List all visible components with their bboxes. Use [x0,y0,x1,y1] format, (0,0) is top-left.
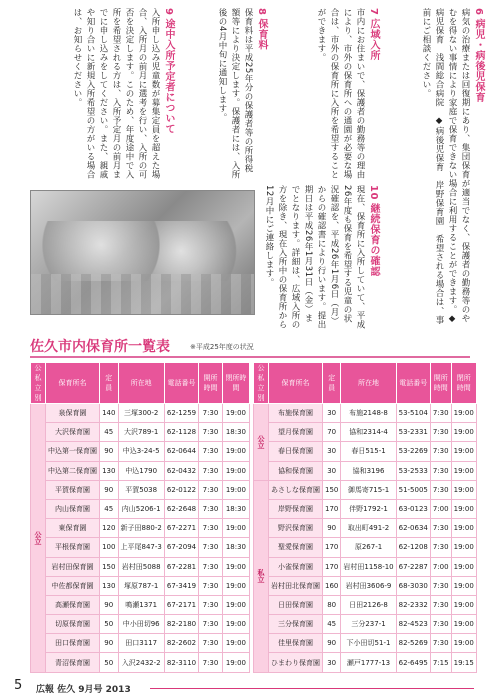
table-cell: 原267-1 [341,538,396,557]
table-cell: 7:30 [199,404,223,423]
table-cell: 協和2314-4 [341,423,396,442]
table-cell: 三塚300-2 [118,404,164,423]
table-cell: 7:30 [199,634,223,653]
table-cell: 中込1790 [118,461,164,480]
table-cell: 7:30 [430,634,451,653]
table-cell: 90 [100,595,119,614]
table-row [31,653,250,672]
nursery-name: あさしな保育園 [269,480,323,499]
table-header-cell: 保育所名 [269,363,323,404]
nursery-name: 岸野保育園 [269,499,323,518]
table-cell: 春日515-1 [341,442,396,461]
nursery-name: 田口保育園 [46,634,100,653]
table-cell: 鳴瀬1371 [118,595,164,614]
table-header-cell: 閉所時間 [451,363,476,404]
table-cell: 7:00 [430,499,451,518]
table-row [254,404,477,423]
table-cell: 62-1259 [164,404,198,423]
table-cell: 30 [323,461,341,480]
nursery-name: ひまわり保育園 [269,653,323,672]
table-row [254,653,477,672]
table-row [31,615,250,634]
table-cell: 中小田切96 [118,615,164,634]
table-cell: 19:00 [451,538,476,557]
table-row [31,480,250,499]
table-cell: 伴野1792-1 [341,499,396,518]
table-cell: 19:00 [222,519,249,538]
table-row [254,519,477,538]
table-cell: 140 [100,404,119,423]
table-cell: 19:15 [451,653,476,672]
section-6 [385,8,485,330]
table-cell: 130 [100,576,119,595]
table-cell: 62-2648 [164,499,198,518]
table-cell: 160 [323,576,341,595]
table-cell: 82-5269 [396,634,430,653]
table-cell: 7:30 [199,423,223,442]
table-cell: 62-0644 [164,442,198,461]
nursery-name: 望月保育園 [269,423,323,442]
table-cell: 19:00 [451,499,476,518]
table-cell: 51-5005 [396,480,430,499]
table-cell: 7:15 [430,653,451,672]
table-cell: 67-2171 [164,595,198,614]
table-cell: 90 [100,634,119,653]
section-7-text: 市内にお住まいで、保護者の勤務等の理由により、市外の保育所への通園が必要な場合は、市外の保育所に入所を希望することができます。 [316,8,365,179]
table-row [254,538,477,557]
table-cell: 田口3117 [118,634,164,653]
table-cell: 大沢789-1 [118,423,164,442]
table-cell: 45 [100,499,119,518]
table-header-cell: 電話番号 [396,363,430,404]
table-cell: 62-0432 [164,461,198,480]
table-cell: 67-2287 [396,557,430,576]
table-cell: 19:00 [222,634,249,653]
table-cell: 三分237-1 [341,615,396,634]
nursery-name: 中込第一保育園 [46,442,100,461]
section-6-text: 病気の治療または回復期にあり、集団保育が適当でなく、保護者の勤務等のやむを得ない事情により家庭で保育できない場合に利用することができます。◆病児保育 浅間総合病院 ◆病後児保育 岸野保育園 希望される場合は、事前にご相談ください。 [421,8,470,325]
table-cell: 上平尾847-3 [118,538,164,557]
table-row [254,615,477,634]
table-cell: 82-4523 [396,615,430,634]
section-10-title: 継続保育の確認 [368,203,379,277]
table-cell: 67-2271 [164,519,198,538]
table-cell: 53-2269 [396,442,430,461]
nursery-name: 佳里保育園 [269,634,323,653]
table-row [31,557,250,576]
table-cell: 19:00 [451,595,476,614]
page-number: 5 [14,678,23,693]
group-cell: 公立 [31,404,46,673]
table-cell: 18:30 [222,423,249,442]
nursery-name: 協和保育園 [269,461,323,480]
table-cell: 19:00 [222,653,249,672]
table-cell: 90 [100,480,119,499]
table-cell: 7:30 [430,538,451,557]
table-cell: 19:00 [222,615,249,634]
table-cell: 御馬寄715-1 [341,480,396,499]
nursery-name: 三分保育園 [269,615,323,634]
section-7-num: 7 [368,8,379,16]
table-row [254,557,477,576]
table-cell: 日田2126-8 [341,595,396,614]
table-cell: 7:30 [430,480,451,499]
table-cell: 19:00 [451,423,476,442]
table-cell: 120 [100,519,119,538]
table-cell: 70 [323,423,341,442]
section-8 [180,8,268,180]
table-cell: 協和3196 [341,461,396,480]
table-row [254,634,477,653]
table-cell: 62-1208 [396,538,430,557]
table-cell: 7:30 [430,461,451,480]
nursery-name: 小雀保育園 [269,557,323,576]
table-row [31,461,250,480]
table-row [31,576,250,595]
nursery-name: 中込第二保育園 [46,461,100,480]
table-cell: 岩村田1158-10 [341,557,396,576]
table-cell: 30 [323,404,341,423]
table-cell: 130 [100,461,119,480]
table-cell: 7:30 [199,615,223,634]
table-cell: 瀬戸1777-13 [341,653,396,672]
table-cell: 68-3030 [396,576,430,595]
footer-rule [150,688,474,689]
table-row [254,595,477,614]
table-cell: 50 [100,615,119,634]
table-cell: 170 [323,499,341,518]
table-cell: 30 [323,653,341,672]
section-8-title: 保育料 [256,18,267,51]
section-9 [30,8,175,180]
table-cell: 新子田880-2 [118,519,164,538]
footer [0,676,494,700]
table-cell: 7:30 [430,576,451,595]
table-cell: 7:30 [199,595,223,614]
table-title: 佐久市内保育所一覧表 [30,339,170,355]
table-cell: 7:30 [199,519,223,538]
table-row [254,499,477,518]
table-header-cell: 保育所名 [46,363,100,404]
table-cell: 7:30 [430,615,451,634]
table-header-cell: 開所時間 [430,363,451,404]
nursery-name: 春日保育園 [269,442,323,461]
table-header-cell: 定員 [323,363,341,404]
table-cell: 7:30 [199,499,223,518]
table-cell: 19:00 [451,461,476,480]
nursery-name: 岩村田保育園 [46,557,100,576]
table-row [254,461,477,480]
table-row [31,499,250,518]
table-row [254,423,477,442]
section-6-title: 病児・病後児保育 [473,18,484,103]
table-cell: 19:00 [451,404,476,423]
table-cell: 82-2180 [164,615,198,634]
table-cell: 19:00 [222,480,249,499]
table-cell: 7:30 [199,461,223,480]
table-cell: 62-6495 [396,653,430,672]
section-10-num: 10 [368,185,379,200]
table-row [31,538,250,557]
table-row [31,595,250,614]
table-cell: 170 [323,538,341,557]
table-cell: 7:00 [430,557,451,576]
table-row [31,423,250,442]
table-header-cell: 閉所時間 [222,363,249,404]
table-cell: 45 [100,423,119,442]
table-cell: 布施2148-8 [341,404,396,423]
table-cell: 45 [323,615,341,634]
table-cell: 内山5206-1 [118,499,164,518]
table-cell: 19:00 [451,480,476,499]
table-row [31,442,250,461]
table-cell: 19:00 [222,461,249,480]
table-header-cell: 定員 [100,363,119,404]
table-cell: 19:00 [451,519,476,538]
group-cell: 私立 [254,480,269,672]
table-cell: 7:30 [199,576,223,595]
group-cell: 公立 [254,404,269,481]
table-cell: 7:30 [199,538,223,557]
table-cell: 18:30 [222,538,249,557]
table-row [254,480,477,499]
table-header-cell: 開所時間 [199,363,223,404]
nursery-name: 平根保育園 [46,538,100,557]
table-cell: 入沢2432-2 [118,653,164,672]
nursery-name: 布施保育園 [269,404,323,423]
table-cell: 150 [100,557,119,576]
table-cell: 67-3419 [164,576,198,595]
table-cell: 90 [100,442,119,461]
table-header-cell: 公私立別 [31,363,46,404]
table-cell: 中込3-24-5 [118,442,164,461]
section-9-title: 途中入所予定者について [163,18,174,135]
table-cell: 7:30 [430,423,451,442]
table-cell: 19:00 [222,595,249,614]
section-10-text: 現在、保育所に入所していて、平成26年度も保育を希望する児童の状況確認を、平成26年1月6日（月）からの確認書により行います。提出期日は平成26年1月31日（金）までとなります。詳細は、広域入所の方を除き、現在入所中の保育所から12月中にご連絡します。 [264,185,365,329]
nursery-name: 大沢保育園 [46,423,100,442]
table-cell: 170 [323,557,341,576]
table-row [254,576,477,595]
table-cell: 19:00 [222,557,249,576]
table-row [31,519,250,538]
table-header-cell: 所在地 [341,363,396,404]
table-cell: 19:00 [451,576,476,595]
table-cell: 82-2332 [396,595,430,614]
section-9-num: 9 [163,8,174,16]
table-cell: 67-2094 [164,538,198,557]
table-row [31,634,250,653]
table-cell: 岩村田3606-9 [341,576,396,595]
table-cell: 90 [323,634,341,653]
table-cell: 7:30 [430,595,451,614]
nursery-table-left [30,362,250,673]
table-cell: 19:00 [222,404,249,423]
table-cell: 7:30 [199,653,223,672]
nursery-name: 内山保育園 [46,499,100,518]
table-cell: 82-2602 [164,634,198,653]
nursery-name: 高瀬保育園 [46,595,100,614]
table-cell: 19:00 [451,557,476,576]
nursery-name: 野沢保育園 [269,519,323,538]
table-cell: 19:00 [451,442,476,461]
nursery-name: 東保育園 [46,519,100,538]
text-area [0,0,494,330]
table-cell: 7:30 [199,442,223,461]
table-cell: 50 [100,653,119,672]
nursery-name: 聖愛保育園 [269,538,323,557]
section-7-title: 広域入所 [368,18,379,61]
nursery-photo [30,190,255,315]
nursery-name: 泉保育園 [46,404,100,423]
nursery-name: 日田保育園 [269,595,323,614]
table-cell: 平賀5038 [118,480,164,499]
table-row [254,442,477,461]
table-cell: 90 [323,519,341,538]
table-cell: 7:30 [199,480,223,499]
table-cell: 67-2281 [164,557,198,576]
table-cell: 18:30 [222,499,249,518]
section-8-text: 保育料は平成25年分の保護者等の所得税額等により決定します。保護者には、入所後の4月中旬に通知します。 [217,8,253,179]
table-cell: 53-2331 [396,423,430,442]
table-cell: 80 [323,595,341,614]
nursery-name: 平賀保育園 [46,480,100,499]
table-cell: 30 [323,442,341,461]
nursery-name: 岩村田北保育園 [269,576,323,595]
table-row [31,404,250,423]
table-cell: 19:00 [451,634,476,653]
table-cell: 7:30 [430,519,451,538]
nursery-table-right [253,362,477,673]
table-cell: 63-0123 [396,499,430,518]
section-7 [270,8,380,180]
table-cell: 塚原787-1 [118,576,164,595]
table-note: ※平成25年度の状況 [190,343,254,351]
table-header-cell: 電話番号 [164,363,198,404]
section-9-text: 入所申し込み児童数が募集定員を超えた場合、入所月の前月に選考を行い、入所の可否を決定します。このため、年度途中で入所を希望される方は、入所予定月の前月までに申し込みをしてください。また、親戚や知り合いに新規入所希望の方がいる場合は、お知らせください。 [72,8,160,179]
section-8-num: 8 [256,8,267,16]
table-cell: 7:30 [430,404,451,423]
table-cell: 7:30 [199,557,223,576]
table-cell: 100 [100,538,119,557]
nursery-name: 中佐都保育園 [46,576,100,595]
table-cell: 下小田切51-1 [341,634,396,653]
table-cell: 19:00 [222,442,249,461]
nursery-name: 青沼保育園 [46,653,100,672]
table-cell: 53-2533 [396,461,430,480]
table-cell: 19:00 [222,576,249,595]
table-cell: 岩村田5088 [118,557,164,576]
table-cell: 取出町491-2 [341,519,396,538]
section-10 [264,185,380,330]
table-cell: 150 [323,480,341,499]
table-header [30,336,470,358]
table-cell: 62-0634 [396,519,430,538]
table-cell: 62-0122 [164,480,198,499]
table-header-cell: 所在地 [118,363,164,404]
table-cell: 53-5104 [396,404,430,423]
table-cell: 82-3110 [164,653,198,672]
section-6-num: 6 [473,8,484,16]
table-header-cell: 公私立別 [254,363,269,404]
footer-brand: 広報 佐久 9月号 2013 [36,685,131,695]
table-cell: 62-1128 [164,423,198,442]
nursery-name: 切原保育園 [46,615,100,634]
table-cell: 7:30 [430,442,451,461]
table-cell: 19:00 [451,615,476,634]
